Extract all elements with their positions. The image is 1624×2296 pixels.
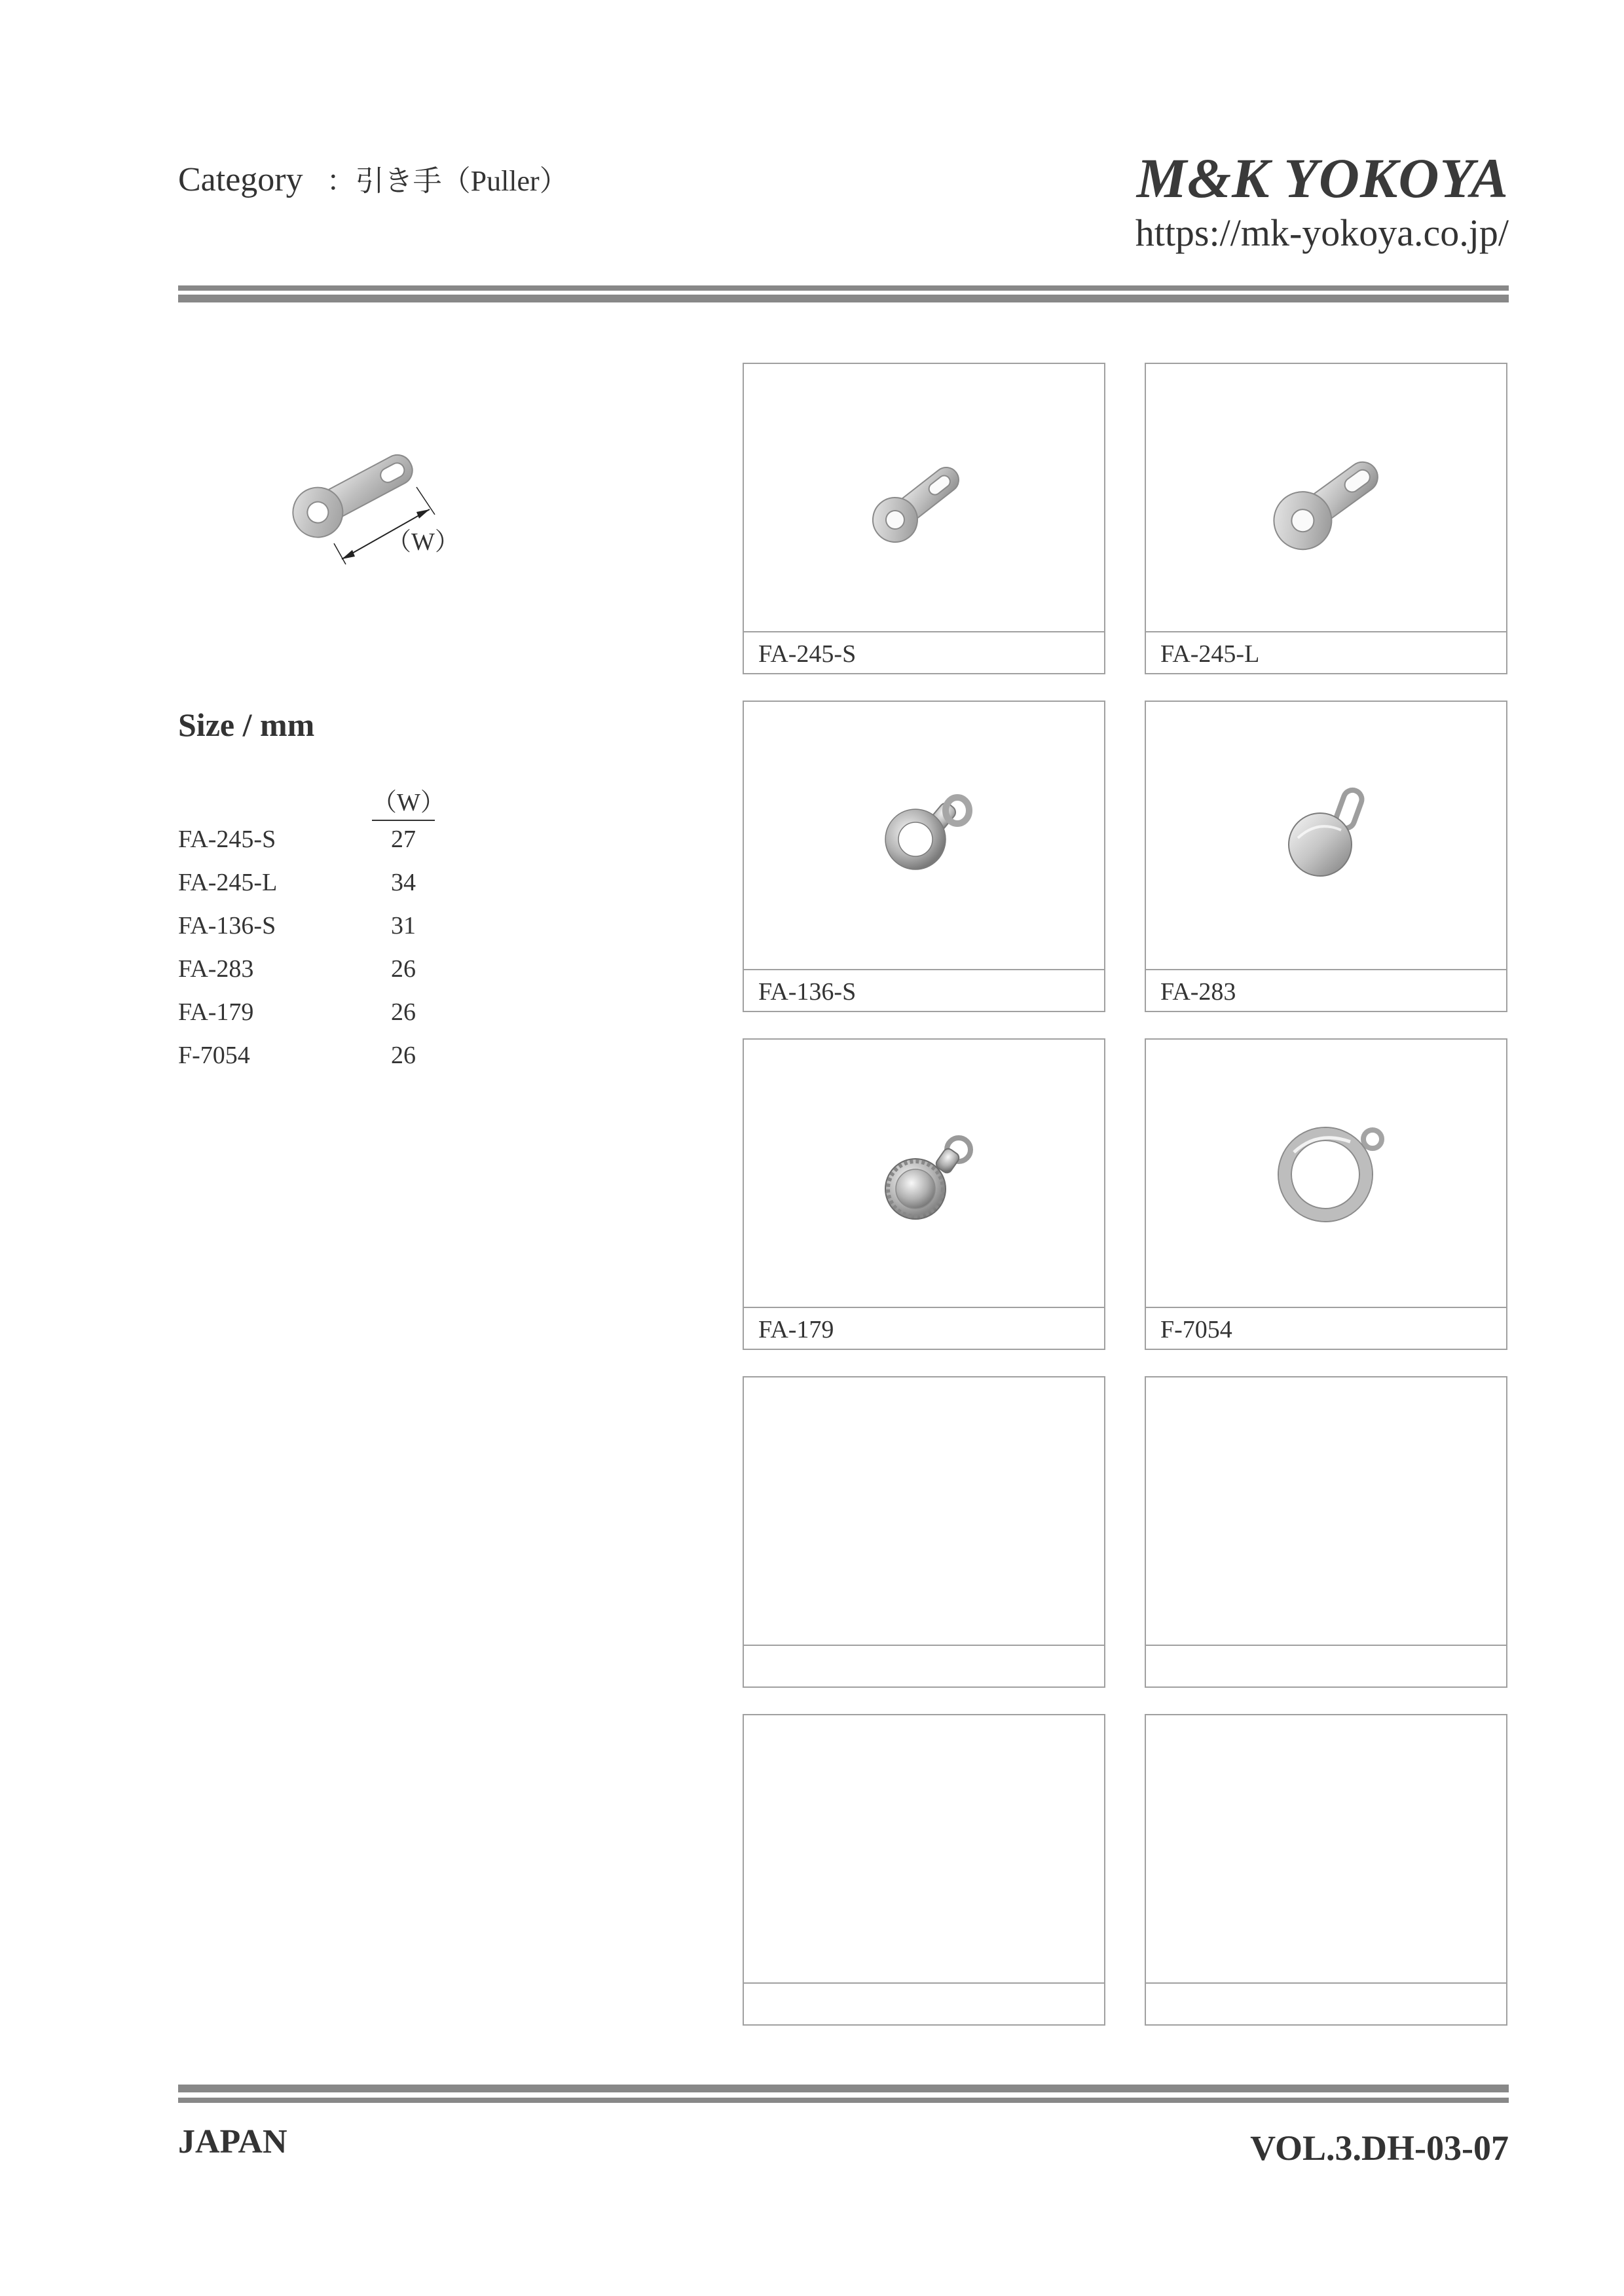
product-card-empty [1145,1376,1507,1688]
product-card[interactable] [1145,363,1507,674]
dimension-diagram [262,419,498,589]
product-photo [744,1040,1104,1308]
product-photo [1146,1040,1506,1308]
category-label: Category [178,161,303,198]
size-title: Size / mm [178,706,315,743]
product-label: FA-245-L [1160,640,1260,668]
size-row [178,1041,453,1084]
ring-link-puller-image [744,702,1104,969]
size-row-code: FA-245-L [178,869,278,896]
product-card[interactable] [1145,1038,1507,1350]
size-row-code: FA-283 [178,955,254,983]
size-column-header: （W） [372,789,445,816]
brand-title: M&K YOKOYA [1136,147,1509,210]
product-card[interactable] [743,1038,1105,1350]
product-label: FA-136-S [758,978,857,1006]
product-photo [1146,1715,1506,1984]
product-photo [744,1715,1104,1984]
category-value: ：引き手（Puller） [326,165,568,197]
product-label: FA-283 [1160,978,1236,1006]
category-line [178,157,568,199]
size-row-code: FA-179 [178,998,254,1026]
product-photo [744,702,1104,970]
product-card[interactable] [1145,701,1507,1012]
product-card-empty [743,1376,1105,1688]
size-row-value: 31 [391,912,416,939]
ring-puller-image [1146,1040,1506,1307]
footer-country: JAPAN [178,2123,287,2160]
product-card-empty [743,1714,1105,2026]
size-row [178,998,453,1041]
header-rule-bottom [178,295,1509,302]
size-row-value: 26 [391,998,416,1026]
product-photo [1146,364,1506,632]
product-photo [1146,1377,1506,1646]
product-label: FA-245-S [758,640,857,668]
product-label: FA-179 [758,1316,834,1343]
size-row-code: FA-136-S [178,912,276,939]
size-row-value: 27 [391,826,416,853]
product-label: F-7054 [1160,1316,1232,1343]
size-row [178,955,453,998]
diagram-dimension-label: （W） [386,528,460,556]
size-row-value: 26 [391,955,416,983]
size-row-code: FA-245-S [178,826,276,853]
product-photo [1146,702,1506,970]
header-rule-top [178,285,1509,291]
footer-rule-top [178,2085,1509,2092]
size-row-value: 26 [391,1042,416,1069]
product-card[interactable] [743,363,1105,674]
flat-tab-puller-small-image [744,364,1104,631]
size-row [178,825,453,868]
size-row-code: F-7054 [178,1042,250,1069]
product-photo [744,1377,1104,1646]
puller-diagram-illustration [262,419,498,589]
product-card[interactable] [743,701,1105,1012]
flat-tab-puller-large-image [1146,364,1506,631]
product-card-empty [1145,1714,1507,2026]
footer-rule-bottom [178,2098,1509,2103]
footer-volume: VOL.3.DH-03-07 [1250,2128,1509,2168]
size-row [178,868,453,911]
disc-puller-image [1146,702,1506,969]
size-row-value: 34 [391,869,416,896]
size-row [178,911,453,955]
website-url[interactable]: https://mk-yokoya.co.jp/ [1135,211,1509,254]
dome-rope-puller-image [744,1040,1104,1307]
product-photo [744,364,1104,632]
size-column-underline [372,820,435,821]
